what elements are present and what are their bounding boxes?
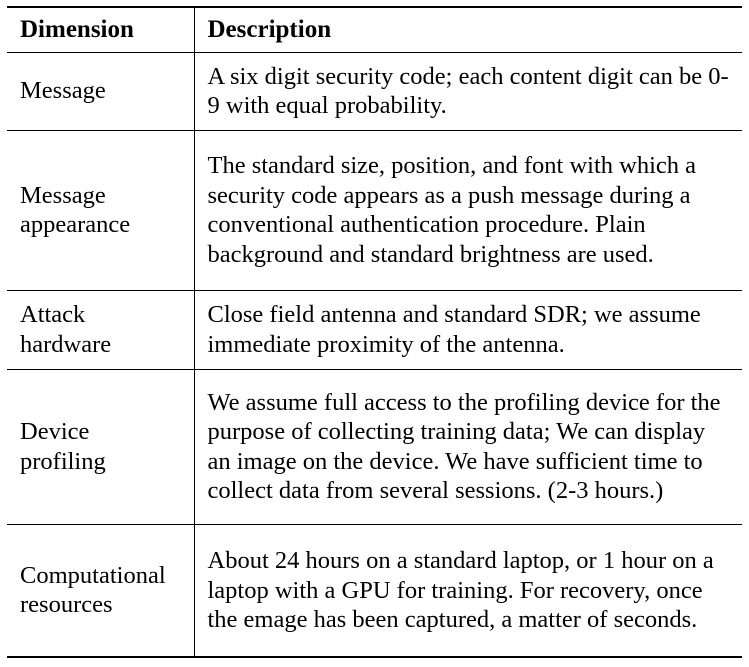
dimension-line: appearance (20, 211, 131, 238)
dimension-cell (7, 524, 194, 657)
dimension-line: profiling (20, 447, 106, 475)
table-header (7, 7, 742, 52)
dimension-cell (7, 369, 194, 524)
dimension-line: Device (20, 418, 90, 445)
description-cell: About 24 hours on a standard laptop, or 1 hour on a laptop with a GPU for training. For recovery, once the emage has been captured, a matter of seconds. (207, 547, 714, 633)
description-cell: Close field antenna and standard SDR; we assume immediate proximity of the antenna. (207, 301, 701, 358)
table-body (7, 52, 742, 657)
dimension-line: Message (20, 181, 106, 209)
dimension-line: Attack (20, 301, 86, 328)
description-cell: A six digit security code; each content digit can be 0-9 with equal probability. (207, 62, 729, 119)
dimension-line: Message (20, 77, 106, 105)
header-row (7, 7, 742, 52)
dimension-line: Computational (20, 561, 166, 589)
table-row-device-profiling (7, 369, 742, 524)
table-row-attack-hardware (7, 290, 742, 369)
dimension-line: resources (20, 591, 113, 619)
table-row-message-appearance (7, 130, 742, 290)
header-description: Description (207, 16, 332, 44)
dimension-cell (7, 130, 194, 290)
table-row-computational-resources (7, 524, 742, 657)
threat-model-table (7, 6, 742, 658)
table-row-message (7, 52, 742, 130)
header-dimension: Dimension (7, 7, 194, 52)
description-cell: The standard size, position, and font with which a security code appears as a push message during a conventional authentication procedure. Plain background and standard brightness are used. (207, 152, 697, 268)
dimension-line: hardware (20, 330, 112, 358)
dimension-cell (7, 52, 194, 130)
threat-model-table-container (7, 6, 742, 658)
dimension-cell (7, 290, 194, 369)
description-cell: We assume full access to the profiling device for the purpose of collecting training data; We can display an image on the device. We have sufficient time to collect data from several sessions. (2-3 hours.) (207, 388, 721, 504)
